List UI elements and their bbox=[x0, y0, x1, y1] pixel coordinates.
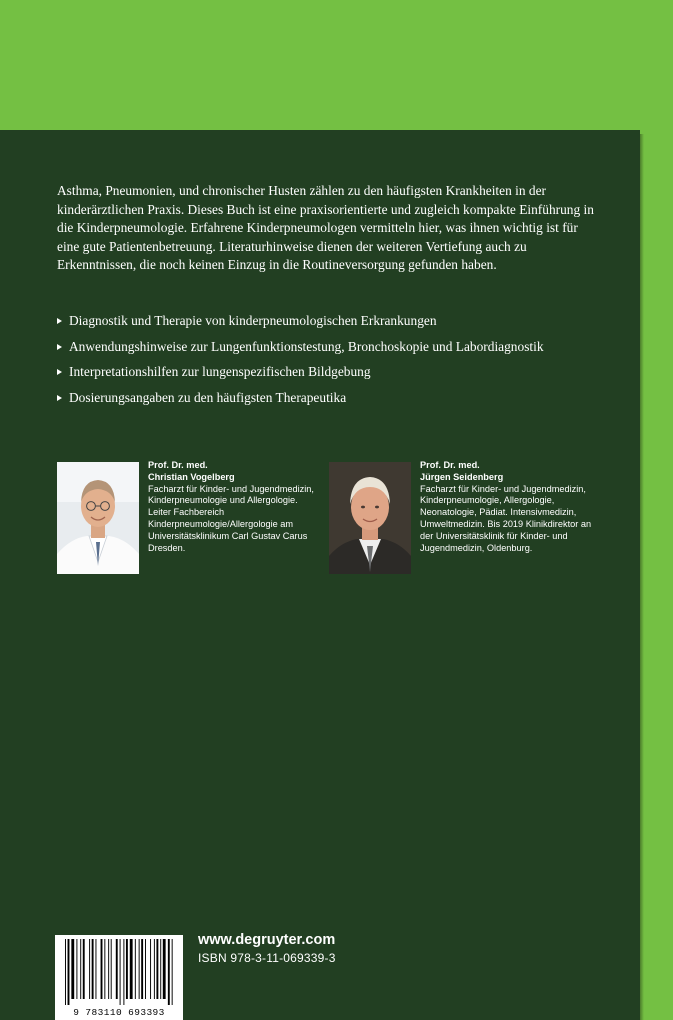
isbn-barcode bbox=[55, 935, 183, 1020]
author-name: Christian Vogelberg bbox=[148, 471, 235, 482]
back-cover-panel bbox=[0, 130, 640, 1020]
book-description: Asthma, Pneumonien, und chronischer Husten zählen zu den häufigsten Krankheiten in der kinderärztlichen Praxis. Dieses Buch ist eine praxisorientierte und zugleich kompakte Einführung in die Kinderpneumologie. Erfahrene Kinderpneumologen vermitteln hier, was ihnen wichtig ist für eine gute Patientenbetreuung. Literaturhinweise dienen der weiteren Vertiefung auch zu Erkenntnissen, die noch keinen Einzug in die Routineversorgung gefunden haben. bbox=[57, 183, 594, 272]
barcode-bars bbox=[59, 939, 179, 1005]
publisher-website: www.degruyter.com bbox=[198, 932, 336, 948]
author-bio bbox=[148, 460, 323, 554]
author-title: Prof. Dr. med. bbox=[420, 460, 480, 470]
author-name: Jürgen Seidenberg bbox=[420, 471, 504, 482]
triangle-bullet-icon bbox=[57, 369, 62, 375]
list-item: Diagnostik und Therapie von kinderpneumologischen Erkrankungen bbox=[57, 312, 602, 331]
barcode-digits: 9 783110 693393 bbox=[73, 1007, 165, 1018]
author-title: Prof. Dr. med. bbox=[148, 460, 208, 470]
author-photo bbox=[329, 462, 411, 574]
author-description: Facharzt für Kinder- und Jugendmedizin, Kinderpneumologie und Allergologie. Leiter Fachbereich Kinderpneumologie/Allergologie am Universitätsklinikum Carl Gustav Carus Dresden. bbox=[148, 483, 314, 553]
author-photo bbox=[57, 462, 139, 574]
triangle-bullet-icon bbox=[57, 344, 62, 350]
isbn-text: ISBN 978-3-11-069339-3 bbox=[198, 951, 336, 965]
triangle-bullet-icon bbox=[57, 318, 62, 324]
author-bio bbox=[420, 460, 600, 554]
list-item: Dosierungsangaben zu den häufigsten Therapeutika bbox=[57, 389, 602, 408]
feature-list bbox=[57, 312, 602, 414]
author-description: Facharzt für Kinder- und Jugendmedizin, Kinderpneumologie, Allergologie, Neonatologie, Pädiat. Intensivmedizin, Umweltmedizin. Bis 2019 Klinikdirektor an der Universitätsklinik für Kinder- und Jugendmedizin, Oldenburg. bbox=[420, 483, 592, 553]
panel-edge-shadow bbox=[640, 134, 644, 1020]
list-item: Interpretationshilfen zur lungenspezifischen Bildgebung bbox=[57, 363, 602, 382]
triangle-bullet-icon bbox=[57, 395, 62, 401]
list-item: Anwendungshinweise zur Lungenfunktionstestung, Bronchoskopie und Labordiagnostik bbox=[57, 338, 602, 357]
